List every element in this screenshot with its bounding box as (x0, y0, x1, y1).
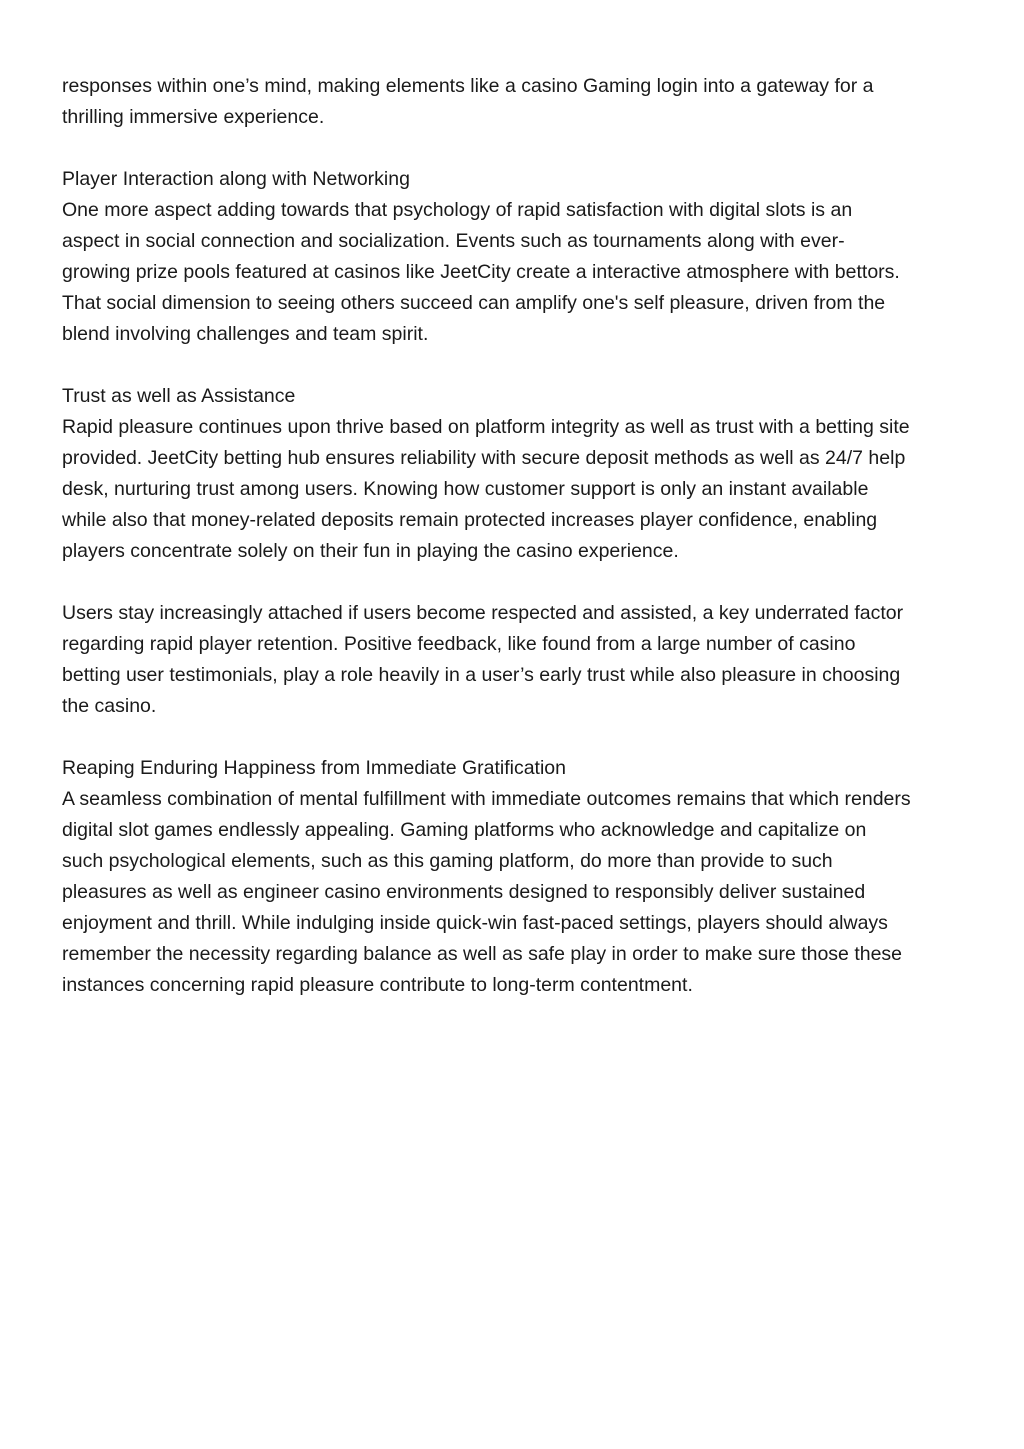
paragraph-line: enjoyment and thrill. While indulging inside quick-win fast-paced settings, players should always (62, 912, 888, 934)
paragraph-line: while also that money-related deposits remain protected increases player confidence, enabling (62, 509, 878, 531)
paragraph-line: That social dimension to seeing others succeed can amplify one's self pleasure, driven from the (62, 292, 886, 314)
paragraph-line: the casino. (62, 695, 157, 717)
paragraph-line: desk, nurturing trust among users. Knowing how customer support is only an instant available (62, 478, 869, 500)
paragraph-line: remember the necessity regarding balance as well as safe play in order to make sure those these (62, 943, 903, 965)
section-enduring-happiness (62, 753, 972, 1001)
paragraph-line: Rapid pleasure continues upon thrive based on platform integrity as well as trust with a betting site (62, 416, 910, 438)
section-player-interaction (62, 164, 972, 350)
paragraph-line: players concentrate solely on their fun in playing the casino experience. (62, 540, 679, 562)
article-body (62, 71, 972, 1032)
paragraph-line: aspect in social connection and socialization. Events such as tournaments along with ever- (62, 230, 845, 252)
paragraph-line: betting user testimonials, play a role heavily in a user’s early trust while also pleasure in choosing (62, 664, 901, 686)
paragraph-line: provided. JeetCity betting hub ensures reliability with secure deposit methods as well as 24/7 help (62, 447, 906, 469)
intro-paragraph (62, 71, 972, 133)
section-heading: Reaping Enduring Happiness from Immediate Gratification (62, 757, 567, 779)
paragraph-line: responses within one’s mind, making elements like a casino Gaming login into a gateway for a (62, 75, 874, 97)
section-heading: Trust as well as Assistance (62, 385, 296, 407)
paragraph-line: One more aspect adding towards that psychology of rapid satisfaction with digital slots is an (62, 199, 853, 221)
section-heading: Player Interaction along with Networking (62, 168, 410, 190)
paragraph-line: A seamless combination of mental fulfillment with immediate outcomes remains that which renders (62, 788, 911, 810)
paragraph-line: thrilling immersive experience. (62, 106, 325, 128)
paragraph-line: regarding rapid player retention. Positive feedback, like found from a large number of casino (62, 633, 856, 655)
paragraph-line: Users stay increasingly attached if users become respected and assisted, a key underrated factor (62, 602, 904, 624)
paragraph-line: blend involving challenges and team spirit. (62, 323, 429, 345)
paragraph-line: digital slot games endlessly appealing. Gaming platforms who acknowledge and capitalize on (62, 819, 867, 841)
retention-paragraph (62, 598, 972, 722)
paragraph-line: pleasures as well as engineer casino environments designed to responsibly deliver sustained (62, 881, 866, 903)
paragraph-line: growing prize pools featured at casinos like JeetCity create a interactive atmosphere with bettors. (62, 261, 900, 283)
paragraph-line: such psychological elements, such as this gaming platform, do more than provide to such (62, 850, 833, 872)
paragraph-line: instances concerning rapid pleasure contribute to long-term contentment. (62, 974, 693, 996)
section-trust-assistance (62, 381, 972, 567)
